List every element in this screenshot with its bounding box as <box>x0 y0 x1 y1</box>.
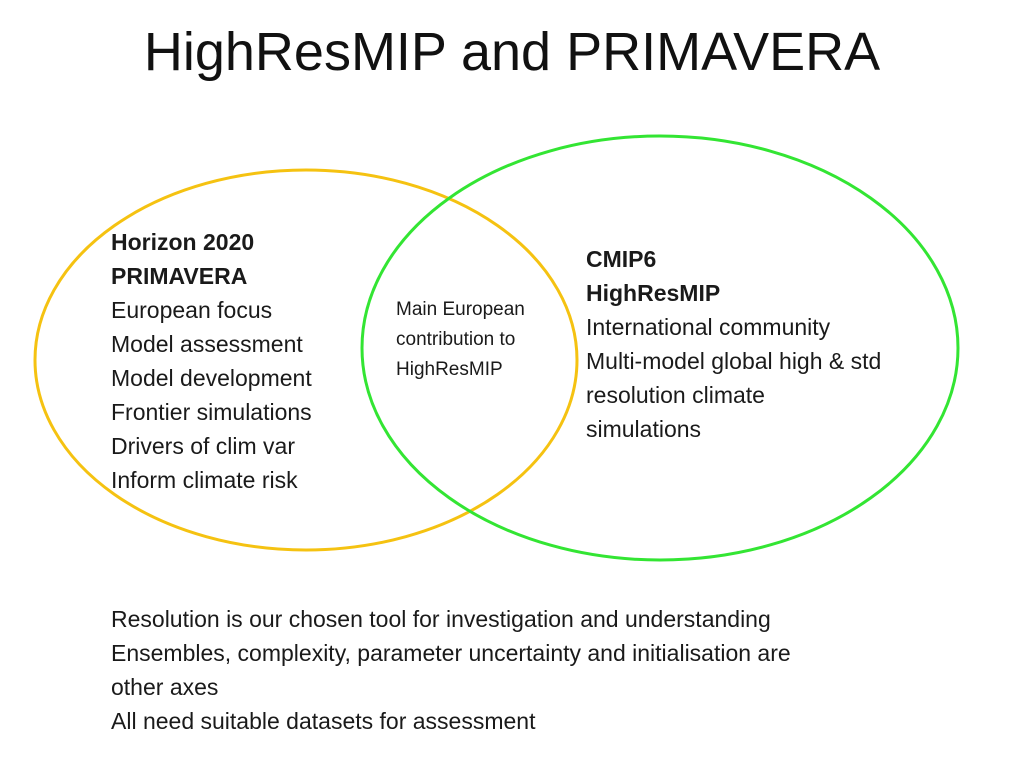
intersection-line: Main European <box>396 299 525 320</box>
highresmip-item: simulations <box>586 416 702 442</box>
primavera-item: Inform climate risk <box>111 467 298 493</box>
highresmip-heading-name: HighResMIP <box>586 280 721 306</box>
footer-line: Ensembles, complexity, parameter uncertainty and initialisation are <box>111 640 791 666</box>
intersection-line: contribution to <box>396 329 516 350</box>
slide-title: HighResMIP and PRIMAVERA <box>143 22 881 82</box>
primavera-heading-program: Horizon 2020 <box>111 229 255 255</box>
intersection-text-block <box>396 295 525 385</box>
highresmip-item: Multi-model global high & std <box>586 348 882 374</box>
primavera-item: Drivers of clim var <box>111 433 296 459</box>
footer-line: Resolution is our chosen tool for investigation and understanding <box>111 606 771 632</box>
highresmip-item: resolution climate <box>586 382 765 408</box>
primavera-item: Model development <box>111 365 312 391</box>
highresmip-text-block <box>586 242 881 446</box>
primavera-item: Frontier simulations <box>111 399 312 425</box>
footer-line: All need suitable datasets for assessment <box>111 708 536 734</box>
highresmip-item: International community <box>586 314 831 340</box>
primavera-heading-name: PRIMAVERA <box>111 263 248 289</box>
footer-line: other axes <box>111 674 219 700</box>
footer-notes <box>111 602 791 738</box>
primavera-text-block <box>111 225 312 497</box>
highresmip-heading-program: CMIP6 <box>586 246 657 272</box>
primavera-item: European focus <box>111 297 273 323</box>
primavera-item: Model assessment <box>111 331 303 357</box>
intersection-line: HighResMIP <box>396 359 503 380</box>
